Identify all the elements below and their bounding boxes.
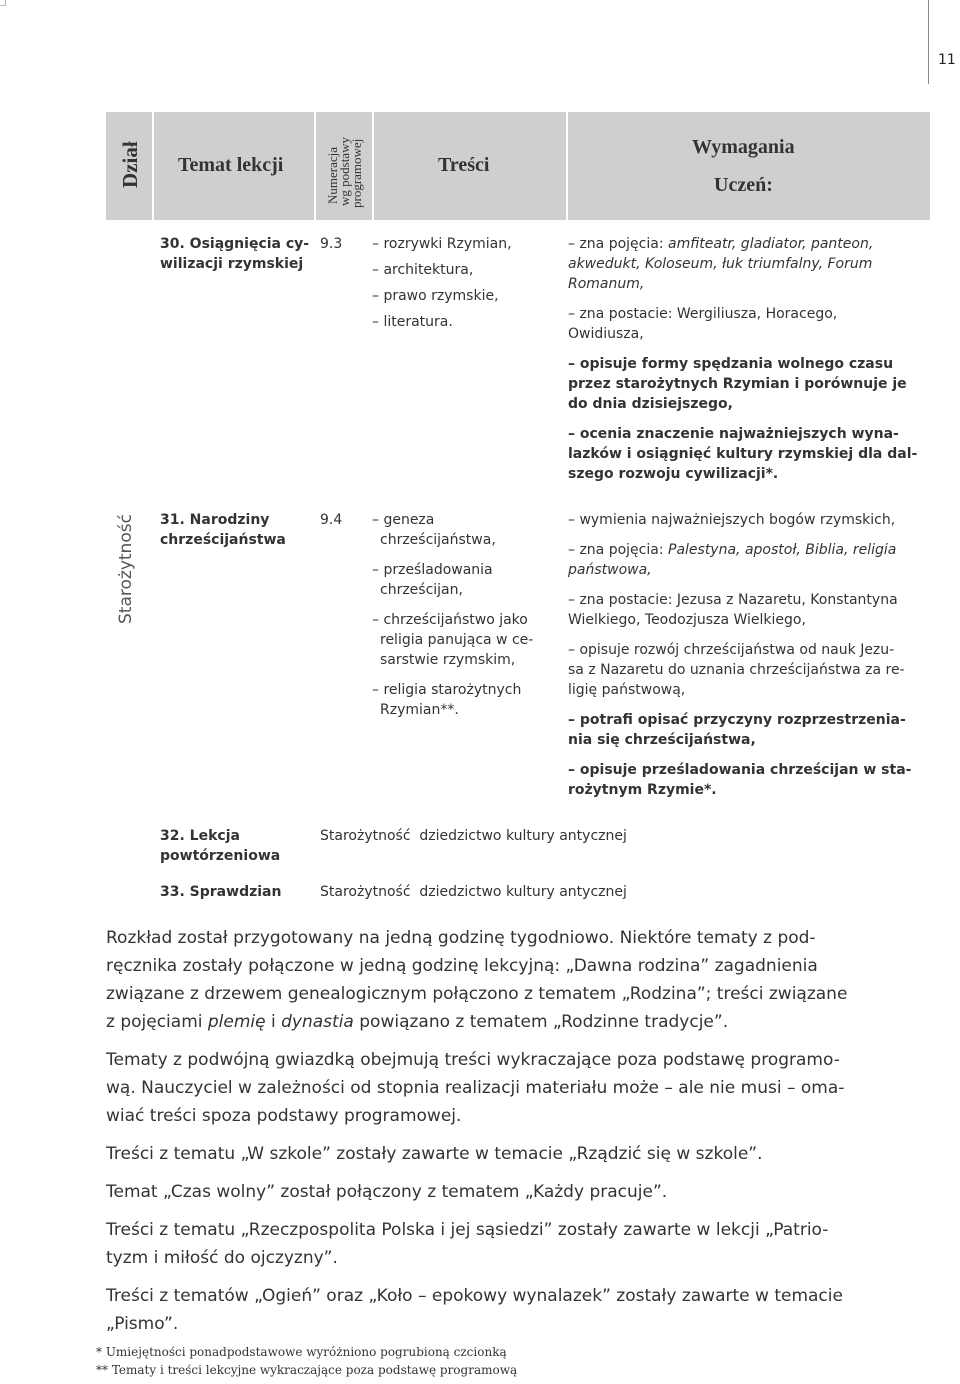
header-separator: [372, 112, 374, 220]
requirement-text: – zna pojęcia:: [568, 236, 668, 252]
requirements-31: [568, 510, 930, 800]
header-numeracja-1: Numeracja: [325, 146, 340, 204]
content-item: – prześladowania: [372, 562, 493, 578]
section-label: Starożytność: [116, 514, 136, 624]
note-line: „Pismo”.: [106, 1314, 179, 1334]
header-temat-cell: [152, 112, 314, 220]
requirement-line: – zna postacie: Wergiliusza, Horacego,: [568, 306, 838, 322]
note-text: i: [265, 1012, 282, 1032]
note-line: ręcznika zostały połączone w jedną godzinę lekcyjną: „Dawna rodzina” zagadnienia: [106, 956, 818, 976]
requirement-line: – wymienia najważniejszych bogów rzymskich,: [568, 512, 896, 528]
note-paragraph: Treści z tematu „W szkole” zostały zawarte w temacie „Rządzić się w szkole”.: [106, 1144, 763, 1164]
requirement-line: Owidiusza,: [568, 326, 644, 342]
note-term: plemię: [207, 1012, 266, 1032]
header-dzial: Dział: [118, 141, 142, 188]
header-numeracja-2: wg podstawy: [337, 137, 352, 206]
content-item: – rozrywki Rzymian,: [372, 236, 512, 252]
requirement-line: lazków i osiągnięć kultury rzymskiej dla dal-: [568, 446, 918, 462]
content-item: – geneza: [372, 512, 435, 528]
content-item: sarstwie rzymskim,: [380, 652, 516, 668]
curriculum-number-30: 9.3: [320, 236, 343, 252]
content-item: religia panująca w ce-: [380, 632, 534, 648]
requirement-line: sa z Nazaretu do uznania chrześcijaństwa za re-: [568, 662, 905, 678]
note-text: powiązano z tematem „Rodzinne tradycje”.: [353, 1012, 729, 1032]
requirement-line: – potrafi opisać przyczyny rozprzestrzenia-: [568, 712, 906, 728]
note-paragraph: [106, 1282, 930, 1338]
requirement-line: [568, 234, 930, 254]
header-temat: Temat lekcji: [178, 154, 284, 176]
note-paragraph: [106, 1046, 930, 1130]
requirement-line: [568, 540, 930, 560]
note-paragraph: Temat „Czas wolny” został połączony z tematem „Każdy pracuje”.: [106, 1182, 668, 1202]
content-item: chrześcijaństwa,: [380, 532, 496, 548]
page-number: 11: [938, 52, 956, 68]
lesson-topic-line: 30. Osiągnięcia cy-: [160, 236, 310, 252]
note-line: Rozkład został przygotowany na jedną godzinę tygodniowo. Niektóre tematy z pod-: [106, 928, 816, 948]
curriculum-number-31: 9.4: [320, 512, 343, 528]
note-line: Treści z tematu „Rzeczpospolita Polska i jej sąsiedzi” zostały zawarte w lekcji „Patrio-: [106, 1220, 829, 1240]
lesson-contents-30: [372, 234, 562, 338]
content-item: Rzymian**.: [380, 702, 459, 718]
note-line: wą. Nauczyciel w zależności od stopnia realizacji materiału może – ale nie musi – oma-: [106, 1078, 845, 1098]
requirement-term: amfiteatr, gladiator, panteon,: [668, 236, 874, 252]
header-wymagania: Wymagania: [692, 136, 795, 158]
requirement-line: akwedukt, Koloseum, łuk triumfalny, Forum: [568, 256, 873, 272]
lesson-topic-line: wilizacji rzymskiej: [160, 256, 304, 272]
requirement-line: Wielkiego, Teodozjusza Wielkiego,: [568, 612, 806, 628]
footnote-bold-skills: * Umiejętności ponadpodstawowe wyróżniono pogrubioną czcionką: [96, 1345, 507, 1359]
content-item: – prawo rzymskie,: [372, 288, 499, 304]
requirement-line: ligię państwową,: [568, 682, 686, 698]
requirement-line: państwowa,: [568, 562, 652, 578]
lesson-topic-32: [160, 826, 310, 866]
lesson-topic-line: powtórzeniowa: [160, 848, 281, 864]
note-term: dynastia: [281, 1012, 354, 1032]
lesson-topic-line: 31. Narodziny: [160, 512, 270, 528]
lesson-topic-31: [160, 510, 310, 550]
requirement-line: przez starożytnych Rzymian i porównuje je: [568, 376, 907, 392]
requirement-line: – ocenia znaczenie najważniejszych wyna-: [568, 426, 899, 442]
note-paragraph: [106, 924, 930, 1036]
requirement-line: – zna postacie: Jezusa z Nazaretu, Konstantyna: [568, 592, 898, 608]
page-corner-mark: [0, 0, 6, 6]
page-edge-rule: [928, 0, 929, 84]
content-item: – architektura,: [372, 262, 474, 278]
header-uczen: Uczeń:: [714, 174, 773, 196]
footnote-extra-topics: ** Tematy i treści lekcyjne wykraczające poza podstawę programową: [96, 1363, 518, 1377]
requirement-line: – opisuje formy spędzania wolnego czasu: [568, 356, 894, 372]
requirement-text: – zna pojęcia:: [568, 542, 668, 558]
content-item: – religia starożytnych: [372, 682, 522, 698]
header-dzial-cell: [106, 112, 152, 220]
requirement-line: do dnia dzisiejszego,: [568, 396, 733, 412]
requirement-line: Romanum,: [568, 276, 645, 292]
lesson-span-32: Starożytność dziedzictwo kultury antycznej: [320, 828, 627, 844]
lesson-contents-31: [372, 510, 562, 720]
content-item: – chrześcijaństwo jako: [372, 612, 528, 628]
header-numeracja-cell: [314, 112, 372, 220]
header-separator: [314, 112, 316, 220]
lesson-topic-30: [160, 234, 310, 274]
requirement-line: rożytnym Rzymie*.: [568, 782, 717, 798]
note-paragraph: [106, 1216, 930, 1272]
note-line: związane z drzewem genealogicznym połączono z tematem „Rodzina”; treści związane: [106, 984, 848, 1004]
note-line: Treści z tematów „Ogień” oraz „Koło – epokowy wynalazek” zostały zawarte w temacie: [106, 1286, 843, 1306]
note-line: wiać treści spoza podstawy programowej.: [106, 1106, 462, 1126]
header-separator: [152, 112, 154, 220]
note-line: tyzm i miłość do ojczyzny”.: [106, 1248, 338, 1268]
note-line: Tematy z podwójną gwiazdką obejmują treści wykraczające poza podstawę programo-: [106, 1050, 840, 1070]
header-tresci: Treści: [438, 154, 490, 176]
lesson-topic-line: 32. Lekcja: [160, 828, 240, 844]
header-separator: [566, 112, 568, 220]
lesson-span-33: Starożytność dziedzictwo kultury antycznej: [320, 884, 627, 900]
lesson-topic-line: chrześcijaństwa: [160, 532, 286, 548]
requirement-line: nia się chrześcijaństwa,: [568, 732, 756, 748]
content-item: – literatura.: [372, 314, 453, 330]
header-wymagania-cell: [566, 112, 930, 220]
requirement-term: Palestyna, apostoł, Biblia, religia: [668, 542, 897, 558]
note-line: [106, 1008, 930, 1036]
requirement-line: szego rozwoju cywilizacji*.: [568, 466, 779, 482]
header-tresci-cell: [372, 112, 566, 220]
requirements-30: [568, 234, 930, 484]
content-item: chrześcijan,: [380, 582, 463, 598]
lesson-topic-33: 33. Sprawdzian: [160, 884, 282, 900]
requirement-line: – opisuje prześladowania chrześcijan w sta-: [568, 762, 912, 778]
header-numeracja-3: programowej: [349, 138, 364, 208]
requirement-line: – opisuje rozwój chrześcijaństwa od nauk Jezu-: [568, 642, 895, 658]
note-text: z pojęciami: [106, 1012, 208, 1032]
